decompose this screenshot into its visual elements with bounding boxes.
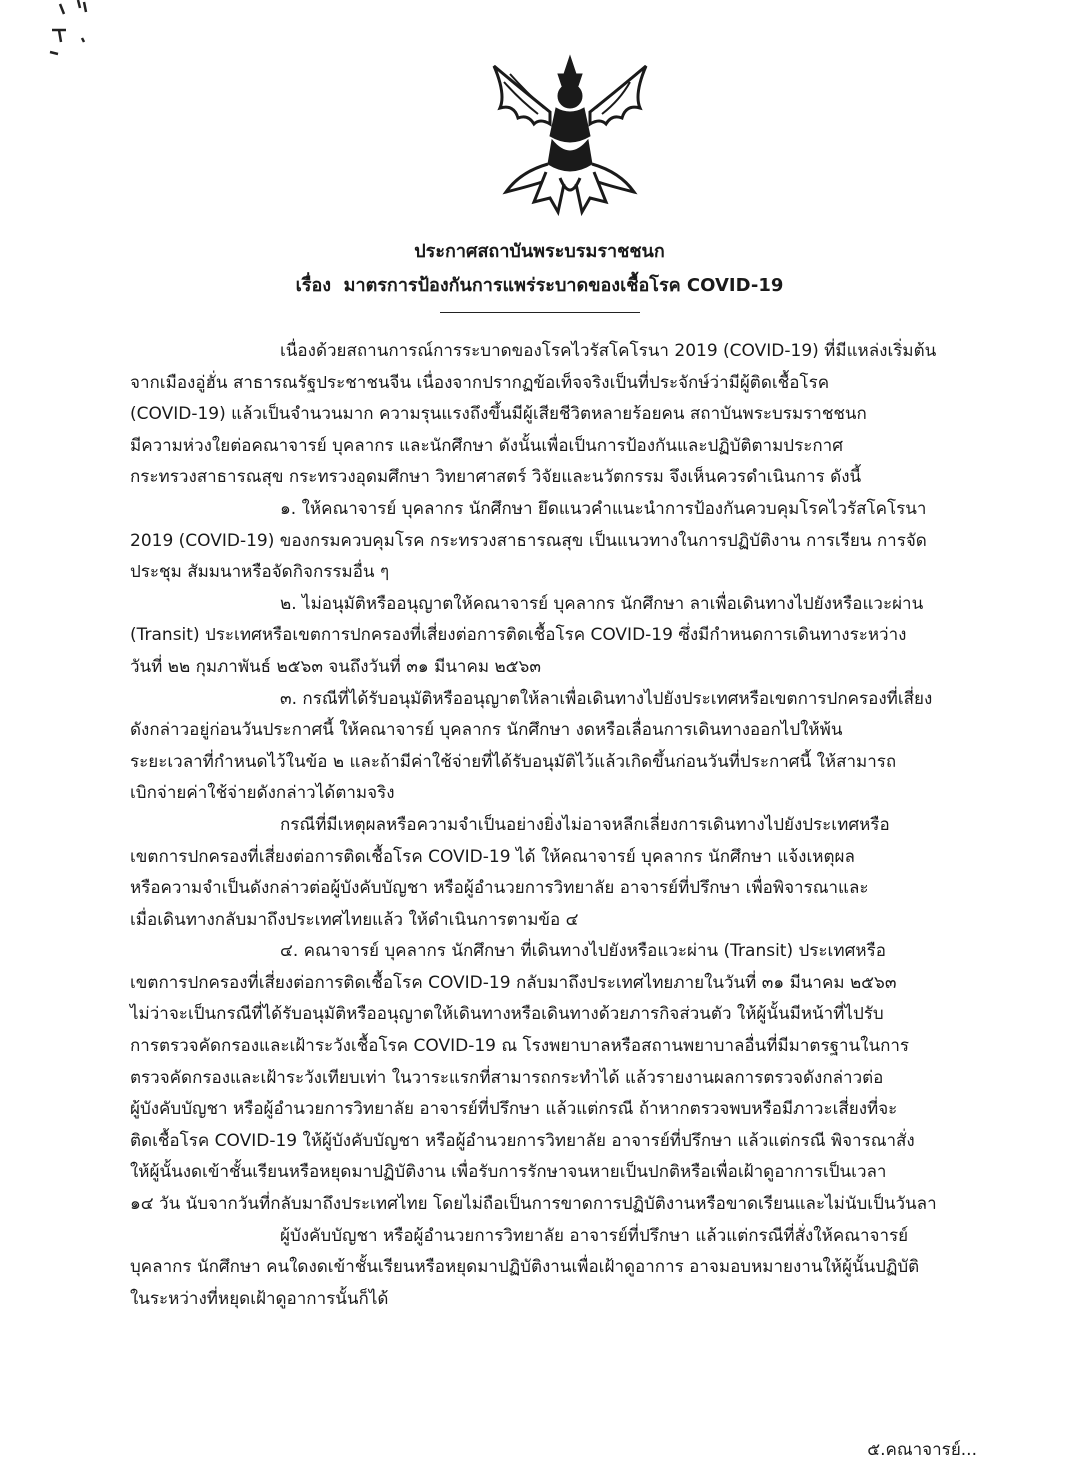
text-line: ตรวจคัดกรองและเฝ้าระวังเทียบเท่า ในวาระแรกที่สามารถกระทำได้ แล้วรายงานผลการตรวจดังกล่าวต่อ	[130, 1067, 884, 1088]
text-line: ๑. ให้คณาจารย์ บุคลากร นักศึกษา ยึดแนวคำแนะนำการป้องกันควบคุมโรคไวรัสโคโรนา	[280, 498, 927, 519]
paragraph-item-2	[130, 589, 984, 684]
paragraph-item-1	[130, 494, 984, 589]
text-line: ติดเชื้อโรค COVID-19 ให้ผู้บังคับบัญชา หรือผู้อำนวยการวิทยาลัย อาจารย์ที่ปรึกษา แล้วแต่กรณี พิจารณาสั่ง	[130, 1130, 915, 1151]
text-line: การตรวจคัดกรองและเฝ้าระวังเชื้อโรค COVID-19 ณ โรงพยาบาลหรือสถานพยาบาลอื่นที่มีมาตรฐานในการ	[130, 1036, 910, 1057]
document-body	[130, 336, 984, 1315]
text-line: ประชุม สัมมนาหรือจัดกิจกรรมอื่น ๆ	[130, 562, 390, 583]
text-line: ๒. ไม่อนุมัติหรืออนุญาตให้คณาจารย์ บุคลากร นักศึกษา ลาเพื่อเดินทางไปยังหรือแวะผ่าน	[280, 593, 924, 614]
paragraph-item-4-supervisor	[130, 1221, 984, 1316]
paragraph-item-4	[130, 936, 984, 1220]
scan-corner-marks	[40, 0, 110, 66]
text-line: 2019 (COVID-19) ของกรมควบคุมโรค กระทรวงสาธารณสุข เป็นแนวทางในการปฏิบัติงาน การเรียน การจัด	[130, 530, 927, 551]
announcement-subject	[0, 270, 1079, 299]
text-line: ไม่ว่าจะเป็นกรณีที่ได้รับอนุมัติหรืออนุญาตให้เดินทางหรือเดินทางด้วยภารกิจส่วนตัว ให้ผู้นั้นมีหน้าที่ไปรับ	[130, 1004, 884, 1025]
text-line: ผู้บังคับบัญชา หรือผู้อำนวยการวิทยาลัย อาจารย์ที่ปรึกษา แล้วแต่กรณี ถ้าหากตรวจพบหรือมีภาวะเสี่ยงที่จะ	[130, 1099, 898, 1120]
paragraph-item-3-exception	[130, 810, 984, 936]
text-line: ๑๔ วัน นับจากวันที่กลับมาถึงประเทศไทย โดยไม่ถือเป็นการขาดการปฏิบัติงานหรือขาดเรียนและไม่นับเป็นวันลา	[130, 1194, 937, 1215]
text-line: เขตการปกครองที่เสี่ยงต่อการติดเชื้อโรค COVID-19 ได้ ให้คณาจารย์ บุคลากร นักศึกษา แจ้งเหตุผล	[130, 846, 855, 867]
text-line: ๓. กรณีที่ได้รับอนุมัติหรืออนุญาตให้ลาเพื่อเดินทางไปยังประเทศหรือเขตการปกครองที่เสี่ยง	[280, 688, 933, 709]
header-divider	[440, 312, 640, 313]
text-line: เขตการปกครองที่เสี่ยงต่อการติดเชื้อโรค COVID-19 กลับมาถึงประเทศไทยภายในวันที่ ๓๑ มีนาคม ๒๕๖๓	[130, 972, 897, 993]
text-line: หรือความจำเป็นดังกล่าวต่อผู้บังคับบัญชา หรือผู้อำนวยการวิทยาลัย อาจารย์ที่ปรึกษา เพื่อพิจารณาและ	[130, 878, 869, 899]
text-line: ๔. คณาจารย์ บุคลากร นักศึกษา ที่เดินทางไปยังหรือแวะผ่าน (Transit) ประเทศหรือ	[280, 941, 886, 962]
text-line: ผู้บังคับบัญชา หรือผู้อำนวยการวิทยาลัย อาจารย์ที่ปรึกษา แล้วแต่กรณีที่สั่งให้คณาจารย์	[280, 1225, 909, 1246]
garuda-emblem-icon	[480, 52, 660, 220]
announcement-title: ประกาศสถาบันพระบรมราชชนก	[414, 241, 665, 262]
text-line: ให้ผู้นั้นงดเข้าชั้นเรียนหรือหยุดมาปฏิบัติงาน เพื่อรับการรักษาจนหายเป็นปกติหรือเพื่อเฝ้าดูอาการเป็นเวลา	[130, 1162, 887, 1183]
text-line: ดังกล่าวอยู่ก่อนวันประกาศนี้ ให้คณาจารย์ บุคลากร นักศึกษา งดหรือเลื่อนการเดินทางออกไปให้พ้น	[130, 720, 843, 741]
text-line: ระยะเวลาที่กำหนดไว้ในข้อ ๒ และถ้ามีค่าใช้จ่ายที่ได้รับอนุมัติไว้แล้วเกิดขึ้นก่อนวันที่ประกาศนี้ ให้สามารถ	[130, 751, 897, 772]
subject-label: เรื่อง	[295, 275, 332, 296]
paragraph-intro	[130, 336, 984, 494]
subject-text: มาตรการป้องกันการแพร่ระบาดของเชื้อโรค COVID-19	[343, 275, 784, 296]
text-line: เมื่อเดินทางกลับมาถึงประเทศไทยแล้ว ให้ดำเนินการตามข้อ ๔	[130, 909, 579, 930]
text-line: มีความห่วงใยต่อคณาจารย์ บุคลากร และนักศึกษา ดังนั้นเพื่อเป็นการป้องกันและปฏิบัติตามประกาศ	[130, 435, 843, 456]
text-line: บุคลากร นักศึกษา คนใดงดเข้าชั้นเรียนหรือหยุดมาปฏิบัติงานเพื่อเฝ้าดูอาการ อาจมอบหมายงานให้ผู้นั้นปฏิบัติ	[130, 1257, 920, 1278]
text-line: กระทรวงสาธารณสุข กระทรวงอุดมศึกษา วิทยาศาสตร์ วิจัยและนวัตกรรม จึงเห็นควรดำเนินการ ดังนี้	[130, 467, 862, 488]
text-line: (Transit) ประเทศหรือเขตการปกครองที่เสี่ยงต่อการติดเชื้อโรค COVID-19 ซึ่งมีกำหนดการเดินทางระหว่าง	[130, 625, 907, 646]
text-line: เบิกจ่ายค่าใช้จ่ายดังกล่าวได้ตามจริง	[130, 783, 395, 804]
paragraph-item-3	[130, 684, 984, 810]
text-line: (COVID-19) แล้วเป็นจำนวนมาก ความรุนแรงถึงขึ้นมีผู้เสียชีวิตหลายร้อยคน สถาบันพระบรมราชชนก	[130, 404, 867, 425]
text-line: เนื่องด้วยสถานการณ์การระบาดของโรคไวรัสโคโรนา 2019 (COVID-19) ที่มีแหล่งเริ่มต้น	[280, 341, 937, 361]
page-continuation: ๕.คณาจารย์...	[867, 1440, 977, 1460]
text-line: วันที่ ๒๒ กุมภาพันธ์ ๒๕๖๓ จนถึงวันที่ ๓๑ มีนาคม ๒๕๖๓	[130, 656, 541, 677]
text-line: ในระหว่างที่หยุดเฝ้าดูอาการนั้นก็ได้	[130, 1288, 389, 1309]
text-line: จากเมืองอู่ฮั่น สาธารณรัฐประชาชนจีน เนื่องจากปรากฏข้อเท็จจริงเป็นที่ประจักษ์ว่ามีผู้ติดเชื้อโรค	[130, 372, 830, 393]
text-line: กรณีที่มีเหตุผลหรือความจำเป็นอย่างยิ่งไม่อาจหลีกเลี่ยงการเดินทางไปยังประเทศหรือ	[280, 814, 890, 835]
